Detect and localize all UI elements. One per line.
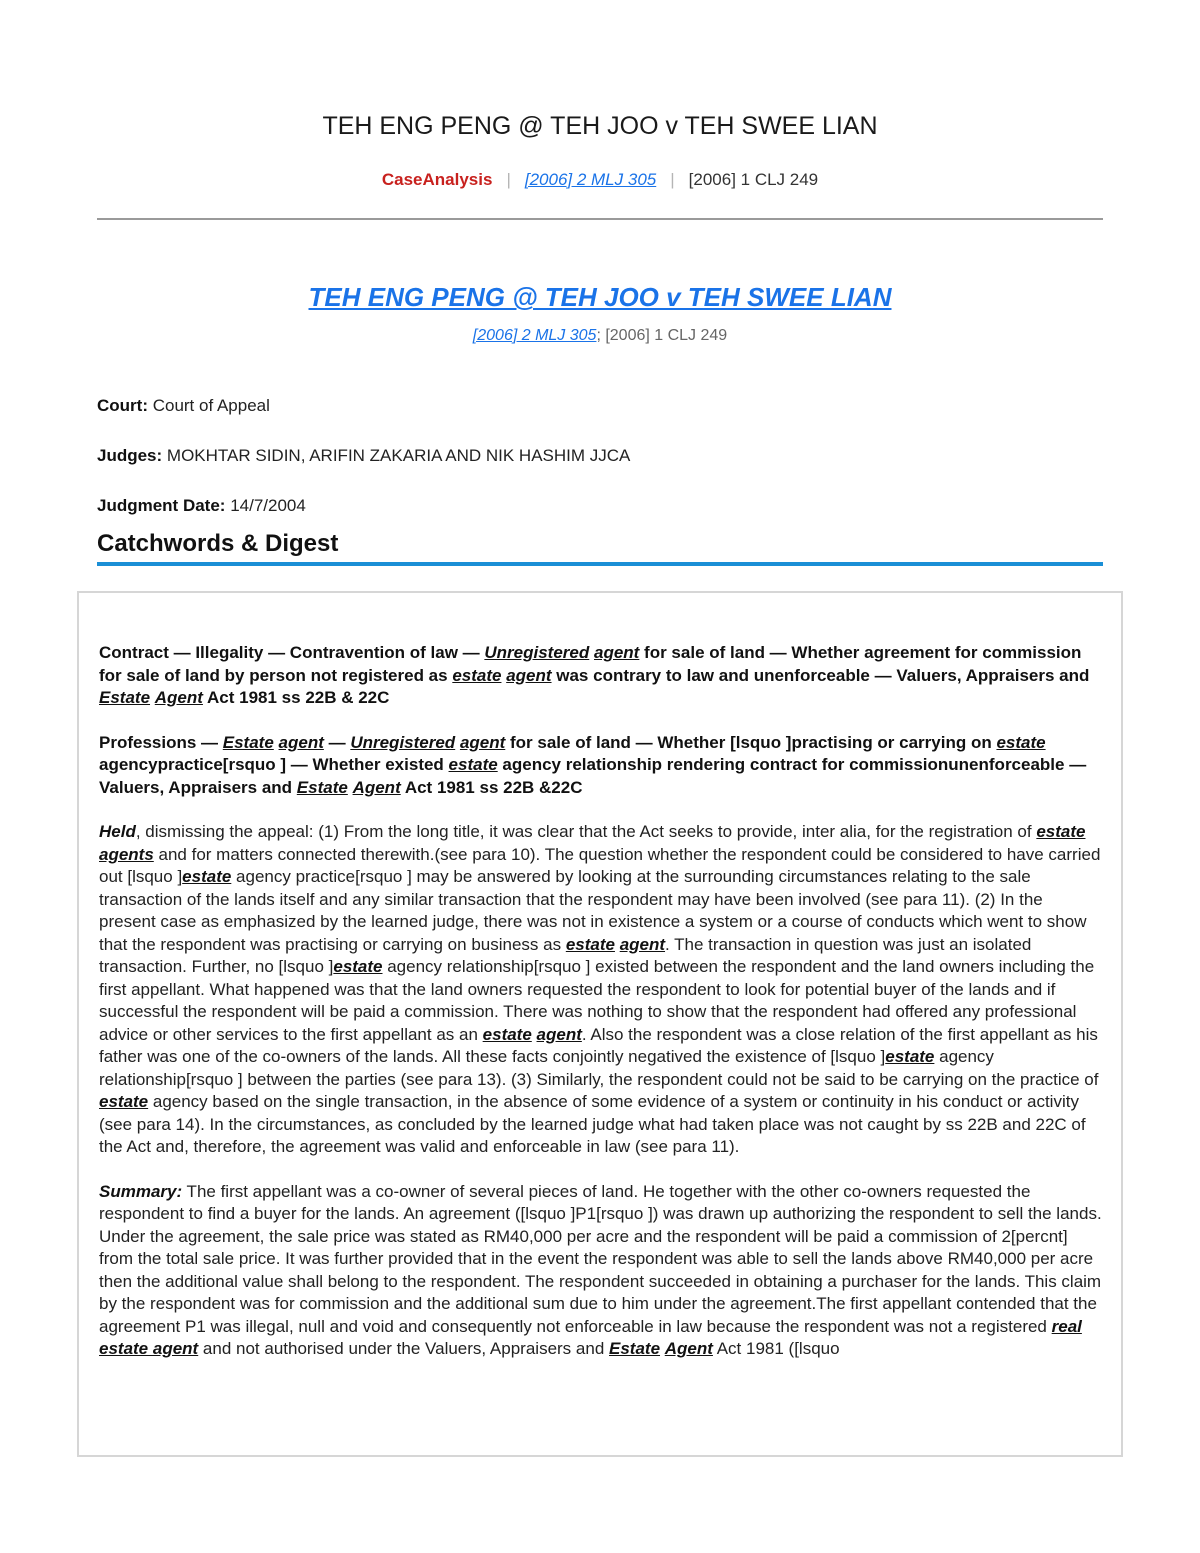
separator: | [506, 170, 511, 189]
keyword-link[interactable]: estate [482, 1024, 532, 1044]
case-title [0, 282, 1200, 313]
keyword-link[interactable]: estate [996, 732, 1046, 752]
keyword-link[interactable]: estate [333, 957, 383, 976]
keyword-link[interactable]: Agent [352, 777, 401, 797]
keyword-link[interactable]: estate [452, 665, 502, 685]
keyword-link[interactable]: Estate [99, 688, 151, 707]
catchword-paragraph: Professions — Estate agent — Unregistered agent for sale of land — Whether [lsquo ]practising or carrying on estate agencypractice[rsquo ] — Whether existed estate agency relationship rendering contract for commissionunenforceable — Valuers, Appraisers and Estate Agent Act 1981 ss 22B &22C [99, 732, 1087, 797]
separator: | [670, 170, 675, 189]
document-title: TEH ENG PENG @ TEH JOO v TEH SWEE LIAN [322, 112, 878, 140]
keyword-link[interactable]: Estate [296, 777, 348, 797]
case-citation [0, 327, 1200, 345]
court-value: Court of Appeal [147, 396, 270, 415]
mlj-citation-link[interactable]: [2006] 2 MLJ 305 [524, 170, 657, 189]
keyword-link[interactable]: estate [182, 867, 232, 886]
judgment-date-line [97, 496, 306, 516]
keyword-link[interactable]: agent [506, 665, 552, 685]
keyword-link[interactable]: Estate [609, 1339, 661, 1358]
judges-label: Judges: [97, 446, 163, 465]
keyword-link[interactable]: agents [99, 844, 154, 864]
section-heading: Catchwords & Digest [97, 530, 339, 557]
divider [97, 218, 1103, 220]
judges-value: MOKHTAR SIDIN, ARIFIN ZAKARIA AND NIK HASHIM JJCA [162, 446, 631, 465]
keyword-link[interactable]: estate [99, 1092, 149, 1111]
keyword-link[interactable]: real estate agent [99, 1316, 1082, 1358]
case-clj-citation: ; [2006] 1 CLJ 249 [596, 327, 728, 344]
keyword-link[interactable]: estate [885, 1047, 935, 1066]
digest-panel [77, 591, 1123, 1457]
keyword-link[interactable]: agent [619, 934, 666, 954]
keyword-link[interactable]: Estate [222, 732, 274, 752]
court-line [97, 396, 270, 416]
judgment-date-value: 14/7/2004 [225, 496, 306, 515]
keyword-link[interactable]: agent [593, 643, 640, 662]
judgment-date-label: Judgment Date: [97, 496, 226, 515]
judges-line [97, 446, 630, 466]
summary-paragraph: Summary: The first appellant was a co-owner of several pieces of land. He together with the other co-owners requested the respondent to find a buyer for the lands. An agreement ([lsquo ]P1[rsquo ]) was drawn up authorizing the respondent to sell the lands. Under the agreement, the sale price was stated as RM40,000 per acre and the respondent will be paid a commission of 2[percnt] from the total sale price. It was further provided that in the event the respondent was able to sell the lands above RM40,000 per acre then the additional value shall belong to the respondent. The respondent succeeded in obtaining a purchaser for the lands. This claim by the respondent was for commission and the additional sum due to him under the agreement.The first appellant contended that the agreement P1 was illegal, null and void and consequently not enforceable in law because the respondent was not a registered real estate agent and not authorised under the Valuers, Appraisers and Estate Agent Act 1981 ([lsquo [99, 1181, 1102, 1358]
keyword-link[interactable]: Agent [154, 688, 203, 707]
keyword-link[interactable]: Unregistered [350, 732, 456, 752]
digest-content [99, 642, 1103, 1383]
keyword-link[interactable]: agent [536, 1024, 582, 1044]
keyword-link[interactable]: estate [448, 755, 498, 774]
keyword-link[interactable]: agent [459, 732, 506, 752]
keyword-link[interactable]: Unregistered [484, 643, 590, 662]
section-underline [97, 562, 1103, 566]
keyword-link[interactable]: estate [1036, 822, 1086, 841]
court-label: Court: [97, 396, 148, 415]
case-title-link[interactable]: TEH ENG PENG @ TEH JOO v TEH SWEE LIAN [308, 282, 892, 312]
citation-bar [0, 170, 1200, 190]
catchword-paragraph: Contract — Illegality — Contravention of law — Unregistered agent for sale of land — Whether agreement for commission for sale of land by person not registered as estate agent was contrary to law and unenforceable — Valuers, Appraisers and Estate Agent Act 1981 ss 22B & 22C [99, 643, 1090, 707]
keyword-link[interactable]: Agent [664, 1339, 713, 1358]
paragraph-lead: Summary: [99, 1181, 183, 1201]
case-mlj-link[interactable]: [2006] 2 MLJ 305 [472, 327, 597, 344]
paragraph-lead: Held [99, 822, 136, 841]
held-paragraph: Held, dismissing the appeal: (1) From the long title, it was clear that the Act seeks to provide, inter alia, for the registration of estate agents and for matters connected therewith.(see para 10). The question whether the respondent could be considered to have carried out [lsquo ]estate agency practice[rsquo ] may be answered by looking at the surrounding circumstances relating to the sale transaction of the lands itself and any similar transaction that the respondent may have been involved (see para 11). (2) In the present case as emphasized by the learned judge, there was not in existence a system or a course of conducts which went to show that the respondent was practising or carrying on business as estate agent. The transaction in question was just an isolated transaction. Further, no [lsquo ]estate agency relationship[rsquo ] existed between the respondent and the land owners including the first appellant. What happened was that the land owners requested the respondent to look for potential buyer of the lands and if successful the respondent will be paid a commission. There was nothing to show that the respondent had offered any professional advice or other services to the first appellant as an estate agent. Also the respondent was a close relation of the first appellant as his father was one of the co-owners of the lands. All these facts conjointly negatived the existence of [lsquo ]estate agency relationship[rsquo ] between the parties (see para 13). (3) Similarly, the respondent could not be said to be carrying on the practice of estate agency based on the single transaction, in the absence of some evidence of a system or continuity in his conduct or activity (see para 14). In the circumstances, as concluded by the learned judge what had taken place was not caught by ss 22B and 22C of the Act and, therefore, the agreement was valid and enforceable in law (see para 11). [99, 822, 1101, 1156]
clj-citation: [2006] 1 CLJ 249 [688, 170, 819, 189]
keyword-link[interactable]: estate [565, 934, 615, 954]
case-analysis-label: CaseAnalysis [381, 170, 493, 189]
keyword-link[interactable]: agent [278, 732, 324, 752]
